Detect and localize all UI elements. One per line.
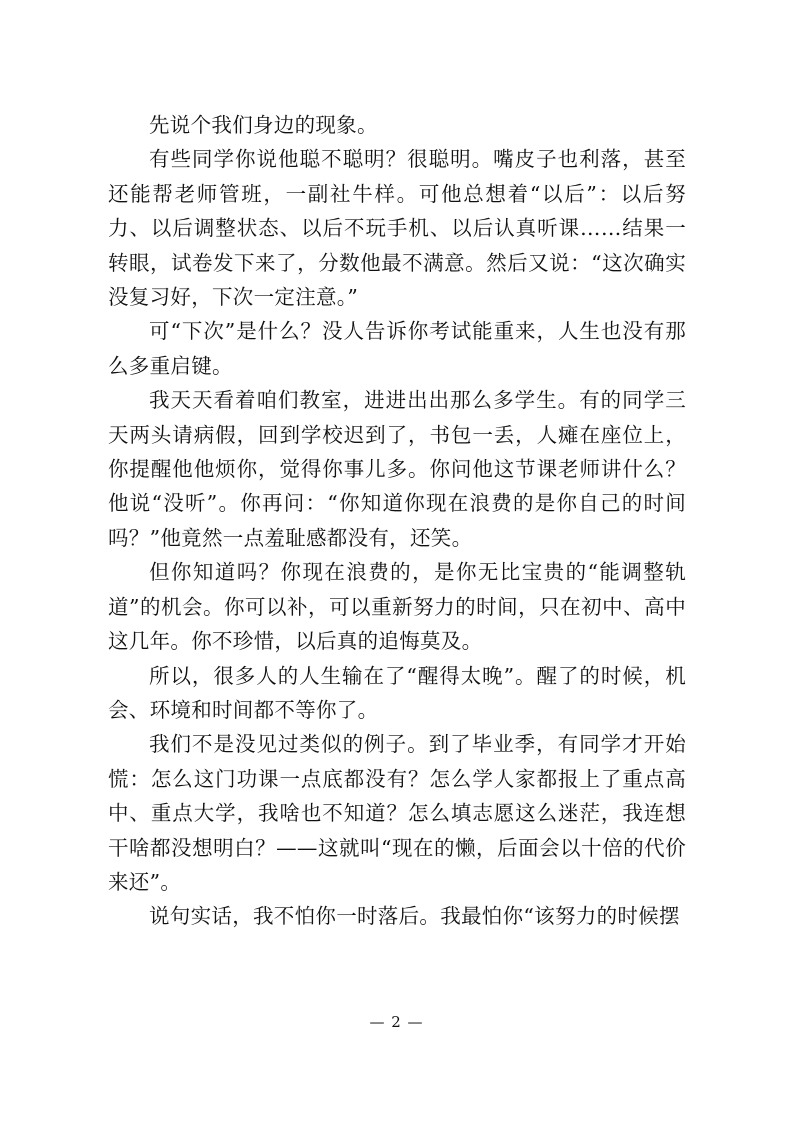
page-number: — 2 — (369, 1013, 424, 1031)
paragraph: 可“下次”是什么？没人告诉你考试能重来，人生也没有那么多重启键。 (108, 319, 686, 378)
body-text (108, 108, 686, 934)
paragraph: 所以，很多人的人生输在了“醒得太晚”。醒了的时候，机会、环境和时间都不等你了。 (108, 663, 686, 722)
paragraph: 有些同学你说他聪不聪明？很聪明。嘴皮子也利落，甚至还能帮老师管班，一副社牛样。可他总想着“以后”：以后努力、以后调整状态、以后不玩手机、以后认真听课……结果一转眼，试卷发下来了，分数他最不满意。然后又说：“这次确实没复习好，下次一定注意。” (108, 147, 686, 310)
paragraph: 先说个我们身边的现象。 (149, 113, 378, 137)
paragraph: 我们不是没见过类似的例子。到了毕业季，有同学才开始慌：怎么这门功课一点底都没有？怎么学人家都报上了重点高中、重点大学，我啥也不知道？怎么填志愿这么迷茫，我连想干啥都没想明白？——这就叫“现在的懒，后面会以十倍的代价来还”。 (108, 732, 686, 894)
paragraph: 说句实话，我不怕你一时落后。我最怕你“该努力的时候摆 (149, 904, 680, 929)
paragraph: 但你知道吗？你现在浪费的，是你无比宝贵的“能调整轨道”的机会。你可以补，可以重新努力的时间，只在初中、高中这几年。你不珍惜，以后真的追悔莫及。 (108, 560, 686, 654)
paragraph: 我天天看着咱们教室，进进出出那么多学生。有的同学三天两头请病假，回到学校迟到了，书包一丢，人瘫在座位上，你提醒他他烦你，觉得你事儿多。你问他这节课老师讲什么？他说“没听”。你再问：“你知道你现在浪费的是你自己的时间吗？”他竟然一点羞耻感都没有，还笑。 (108, 388, 686, 550)
